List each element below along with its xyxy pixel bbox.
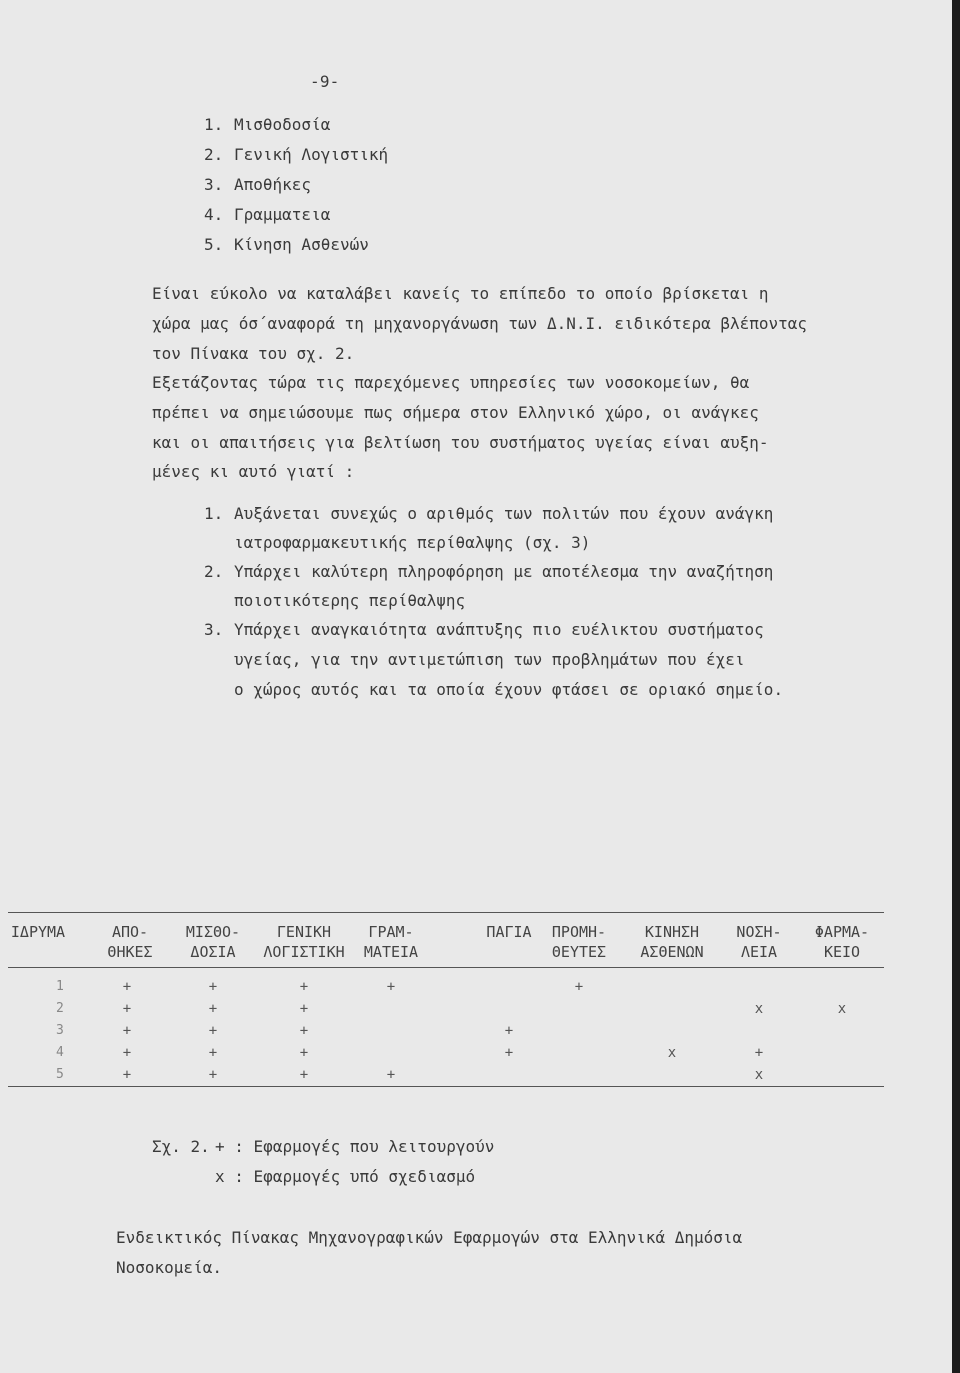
text-line: μένες κι αυτό γιατί : xyxy=(152,462,355,481)
column-header: ΝΟΣΗ- ΛΕΙΑ xyxy=(736,923,782,961)
figure-label: Σχ. 2. xyxy=(152,1137,210,1156)
text-line: και οι απαιτήσεις για βελτίωση του συστήματος υγείας είναι αυξη- xyxy=(152,433,769,452)
table-cell-mark: + xyxy=(299,1067,309,1083)
table-cell-mark: x xyxy=(754,1001,764,1017)
row-number: 4 xyxy=(56,1045,64,1060)
column-header: ΜΙΣΘΟ- ΔΟΣΙΑ xyxy=(185,923,241,961)
column-header: ΠΑΓΙΑ xyxy=(486,923,532,941)
table-cell-mark: + xyxy=(299,1045,309,1061)
legend-symbol: x xyxy=(215,1167,225,1186)
table-cell-mark: + xyxy=(754,1045,764,1061)
text-line: Είναι εύκολο να καταλάβει κανείς το επίπεδο το οποίο βρίσκεται η xyxy=(152,284,769,303)
table-cell-mark: + xyxy=(122,1001,132,1017)
column-header: ΓΡΑΜ- ΜΑΤΕΙΑ xyxy=(363,923,419,961)
reason-item: 1. Αυξάνεται συνεχώς ο αριθμός των πολιτών που έχουν ανάγκη xyxy=(204,504,774,523)
table-header-rule xyxy=(8,967,884,968)
column-header: ΦΑΡΜΑ- ΚΕΙΟ xyxy=(814,923,870,961)
table-cell-mark: x xyxy=(754,1067,764,1083)
reason-item: 3. Υπάρχει αναγκαιότητα ανάπτυξης πιο ευέλικτου συστήματος xyxy=(204,620,764,639)
column-header: ΚΙΝΗΣΗ ΑΣΘΕΝΩΝ xyxy=(640,923,704,961)
table-cell-mark: + xyxy=(208,979,218,995)
reason-continuation: ο χώρος αυτός και τα οποία έχουν φτάσει σε οριακό σημείο. xyxy=(234,680,784,699)
row-number: 5 xyxy=(56,1067,64,1082)
text-line: Εξετάζοντας τώρα τις παρεχόμενες υπηρεσίες των νοσοκομείων, θα xyxy=(152,373,750,392)
table-cell-mark: + xyxy=(122,1045,132,1061)
table-cell-mark: + xyxy=(122,979,132,995)
column-header: ΙΔΡΥΜΑ xyxy=(10,923,66,941)
table-bottom-rule xyxy=(8,1086,884,1087)
table-cell-mark: + xyxy=(208,1067,218,1083)
table-cell-mark: + xyxy=(122,1023,132,1039)
table-cell-mark: + xyxy=(504,1023,514,1039)
caption-line: Νοσοκομεία. xyxy=(116,1258,222,1277)
table-cell-mark: + xyxy=(122,1067,132,1083)
column-header: ΓΕΝΙΚΗ ΛΟΓΙΣΤΙΚΗ xyxy=(263,923,345,961)
table-cell-mark: + xyxy=(574,979,584,995)
list-item: 4. Γραμματεια xyxy=(204,205,331,224)
legend-item: x : Εφαρμογές υπό σχεδιασμό xyxy=(215,1167,476,1186)
table-cell-mark: + xyxy=(299,979,309,995)
legend-symbol: + xyxy=(215,1137,225,1156)
text-line: χώρα μας όσ΄αναφορά τη μηχανοργάνωση των Δ.Ν.Ι. ειδικότερα βλέποντας xyxy=(152,314,808,333)
table-cell-mark: + xyxy=(208,1023,218,1039)
list-item: 3. Αποθήκες xyxy=(204,175,312,194)
text-line: τον Πίνακα του σχ. 2. xyxy=(152,344,355,363)
table-cell-mark: x xyxy=(837,1001,847,1017)
reason-item: 2. Υπάρχει καλύτερη πληροφόρηση με αποτέλεσμα την αναζήτηση xyxy=(204,562,774,581)
column-header: ΠΡΟΜΗ- ΘΕΥΤΕΣ xyxy=(551,923,607,961)
table-cell-mark: + xyxy=(299,1001,309,1017)
caption-line: Ενδεικτικός Πίνακας Μηχανογραφικών Εφαρμογών στα Ελληνικά Δημόσια xyxy=(116,1228,743,1247)
table-cell-mark: x xyxy=(667,1045,677,1061)
list-item: 2. Γενική Λογιστική xyxy=(204,145,389,164)
column-header: ΑΠΟ- ΘΗΚΕΣ xyxy=(107,923,153,961)
table-cell-mark: + xyxy=(386,979,396,995)
table-cell-mark: + xyxy=(504,1045,514,1061)
table-cell-mark: + xyxy=(208,1001,218,1017)
row-number: 2 xyxy=(56,1001,64,1016)
legend-item: + : Εφαρμογές που λειτουργούν xyxy=(215,1137,495,1156)
reason-continuation: ποιοτικότερης περίθαλψης xyxy=(234,591,466,610)
reason-continuation: ιατροφαρμακευτικής περίθαλψης (σχ. 3) xyxy=(234,533,591,552)
row-number: 3 xyxy=(56,1023,64,1038)
page-edge xyxy=(952,0,960,1373)
table-top-rule xyxy=(8,912,884,913)
table-cell-mark: + xyxy=(299,1023,309,1039)
row-number: 1 xyxy=(56,979,64,994)
text-line: πρέπει να σημειώσουμε πως σήμερα στον Ελληνικό χώρο, οι ανάγκες xyxy=(152,403,759,422)
table-cell-mark: + xyxy=(208,1045,218,1061)
list-item: 1. Μισθοδοσία xyxy=(204,115,331,134)
table-cell-mark: + xyxy=(386,1067,396,1083)
page-number: -9- xyxy=(310,72,340,91)
list-item: 5. Κίνηση Ασθενών xyxy=(204,235,369,254)
reason-continuation: υγείας, για την αντιμετώπιση των προβλημάτων που έχει xyxy=(234,650,745,669)
